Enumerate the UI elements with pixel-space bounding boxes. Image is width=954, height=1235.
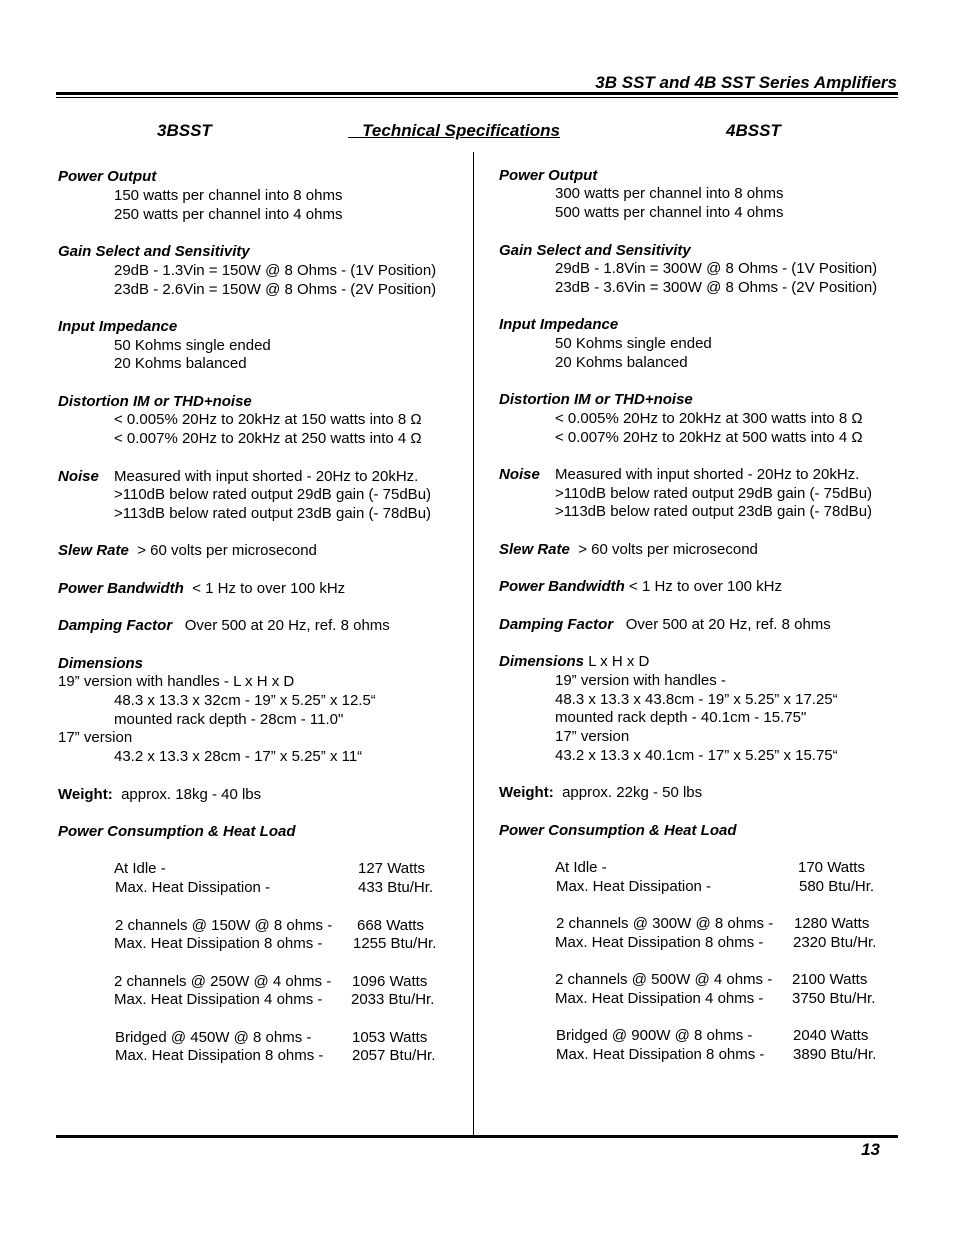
damping-row: Damping Factor Over 500 at 20 Hz, ref. 8 ohms [58, 617, 390, 634]
spec-line: >110dB below rated output 29dB gain (- 75dBu) [114, 486, 432, 503]
document-title: 3B SST and 4B SST Series Amplifiers [595, 73, 897, 92]
spec-line: 19” version with handles - [555, 672, 726, 689]
spec-line: 500 watts per channel into 4 ohms [555, 204, 784, 221]
power-row-label: Max. Heat Dissipation 8 ohms - [115, 1047, 324, 1064]
power-row-value: 1255 Btu/Hr. [353, 935, 437, 952]
power-row-value: 2320 Btu/Hr. [793, 934, 877, 951]
impedance-label: Input Impedance [58, 318, 178, 335]
right-model-heading: 4BSST [726, 121, 781, 140]
gain-label: Gain Select and Sensitivity [58, 243, 250, 260]
spec-line: 19” version with handles - L x H x D [58, 673, 295, 690]
weight-row: Weight: approx. 18kg - 40 lbs [58, 786, 262, 803]
spec-line: < 0.007% 20Hz to 20kHz at 500 watts into 4 Ω [555, 429, 863, 446]
page-number: 13 [861, 1140, 880, 1159]
power-consumption-label: Power Consumption & Heat Load [58, 823, 296, 840]
spec-line: mounted rack depth - 28cm - 11.0" [114, 711, 344, 728]
bandwidth-label: Power Bandwidth [499, 578, 625, 595]
column-divider [473, 152, 474, 1136]
spec-line: >113dB below rated output 23dB gain (- 78dBu) [114, 505, 432, 522]
power-row-label: Max. Heat Dissipation - [556, 878, 712, 895]
power-row-label: 2 channels @ 150W @ 8 ohms - [115, 917, 333, 934]
power-row-value: 433 Btu/Hr. [358, 879, 434, 896]
power-row-label: Max. Heat Dissipation 8 ohms - [556, 1046, 765, 1063]
power-row-label: Max. Heat Dissipation 4 ohms - [555, 990, 764, 1007]
weight-label: Weight: [499, 784, 554, 801]
power-row-label: At Idle - [114, 860, 166, 877]
bandwidth-label: Power Bandwidth [58, 580, 184, 597]
spec-line: 20 Kohms balanced [555, 354, 688, 371]
spec-line: >110dB below rated output 29dB gain (- 75dBu) [555, 485, 873, 502]
spec-line: < 0.007% 20Hz to 20kHz at 250 watts into 4 Ω [114, 430, 422, 447]
power-row-label: 2 channels @ 300W @ 8 ohms - [556, 915, 774, 932]
spec-line: 48.3 x 13.3 x 43.8cm - 19” x 5.25” x 17.25“ [555, 691, 838, 708]
spec-line: 17” version [58, 729, 133, 746]
spec-line: 23dB - 3.6Vin = 300W @ 8 Ohms - (2V Position) [555, 279, 878, 296]
power-row-value: 668 Watts [357, 917, 424, 934]
power-row-value: 1096 Watts [352, 973, 428, 990]
spec-line: 50 Kohms single ended [114, 337, 271, 354]
power-row-value: 580 Btu/Hr. [799, 878, 875, 895]
power-row-label: Max. Heat Dissipation 4 ohms - [114, 991, 323, 1008]
spec-line: 17” version [555, 728, 630, 745]
weight-row: Weight: approx. 22kg - 50 lbs [499, 784, 703, 801]
power-row-value: 1053 Watts [352, 1029, 428, 1046]
slew-row: Slew Rate > 60 volts per microsecond [58, 542, 317, 559]
power-row-label: Bridged @ 900W @ 8 ohms - [556, 1027, 753, 1044]
gain-label: Gain Select and Sensitivity [499, 242, 691, 259]
spec-line: >113dB below rated output 23dB gain (- 78dBu) [555, 503, 873, 520]
power-row-value: 2033 Btu/Hr. [351, 991, 435, 1008]
spec-line: 43.2 x 13.3 x 28cm - 17” x 5.25” x 11“ [114, 748, 363, 765]
distortion-label: Distortion IM or THD+noise [58, 393, 252, 410]
bandwidth-row: Power Bandwidth < 1 Hz to over 100 kHz [58, 580, 346, 597]
power-output-label: Power Output [58, 168, 157, 185]
spec-line: Measured with input shorted - 20Hz to 20kHz. [114, 468, 419, 485]
power-output-label: Power Output [499, 167, 598, 184]
power-row-label: 2 channels @ 500W @ 4 ohms - [555, 971, 773, 988]
power-row-value: 2040 Watts [793, 1027, 869, 1044]
power-row-label: Max. Heat Dissipation - [115, 879, 271, 896]
noise-label: Noise [499, 466, 540, 483]
spec-line: < 0.005% 20Hz to 20kHz at 300 watts into 8 Ω [555, 410, 863, 427]
left-model-heading: 3BSST [157, 121, 212, 140]
spec-line: 48.3 x 13.3 x 32cm - 19” x 5.25” x 12.5“ [114, 692, 376, 709]
dimensions-row: Dimensions L x H x D [499, 653, 650, 670]
dimensions-label: Dimensions [499, 653, 585, 670]
spec-line: 300 watts per channel into 8 ohms [555, 185, 784, 202]
distortion-label: Distortion IM or THD+noise [499, 391, 693, 408]
power-row-value: 170 Watts [798, 859, 865, 876]
spec-line: mounted rack depth - 40.1cm - 15.75" [555, 709, 807, 726]
spec-line: 43.2 x 13.3 x 40.1cm - 17” x 5.25” x 15.75“ [555, 747, 838, 764]
power-consumption-label: Power Consumption & Heat Load [499, 822, 737, 839]
damping-label: Damping Factor [499, 616, 614, 633]
power-row-label: 2 channels @ 250W @ 4 ohms - [114, 973, 332, 990]
spec-line: < 0.005% 20Hz to 20kHz at 150 watts into 8 Ω [114, 411, 422, 428]
spec-line: 29dB - 1.3Vin = 150W @ 8 Ohms - (1V Position) [114, 262, 437, 279]
spec-line: 20 Kohms balanced [114, 355, 247, 372]
spec-line: 23dB - 2.6Vin = 150W @ 8 Ohms - (2V Position) [114, 281, 437, 298]
weight-label: Weight: [58, 786, 113, 803]
dimensions-label: Dimensions [58, 655, 144, 672]
slew-label: Slew Rate [58, 542, 129, 559]
power-row-label: Max. Heat Dissipation 8 ohms - [114, 935, 323, 952]
power-row-value: 2100 Watts [792, 971, 868, 988]
slew-row: Slew Rate > 60 volts per microsecond [499, 541, 758, 558]
impedance-label: Input Impedance [499, 316, 619, 333]
bandwidth-row: Power Bandwidth < 1 Hz to over 100 kHz [499, 578, 783, 595]
header-rule-thick [56, 92, 898, 95]
power-row-value: 1280 Watts [794, 915, 870, 932]
spec-line: 250 watts per channel into 4 ohms [114, 206, 343, 223]
damping-label: Damping Factor [58, 617, 173, 634]
power-row-value: 127 Watts [358, 860, 425, 877]
power-row-label: Bridged @ 450W @ 8 ohms - [115, 1029, 312, 1046]
damping-row: Damping Factor Over 500 at 20 Hz, ref. 8 ohms [499, 616, 831, 633]
spec-line: 29dB - 1.8Vin = 300W @ 8 Ohms - (1V Position) [555, 260, 878, 277]
power-row-value: 3750 Btu/Hr. [792, 990, 876, 1007]
noise-label: Noise [58, 468, 99, 485]
header-rule-thin [56, 97, 898, 98]
footer-rule [56, 1135, 898, 1138]
spec-line: Measured with input shorted - 20Hz to 20kHz. [555, 466, 860, 483]
power-row-value: 2057 Btu/Hr. [352, 1047, 436, 1064]
power-row-label: At Idle - [555, 859, 607, 876]
slew-label: Slew Rate [499, 541, 570, 558]
spec-line: 50 Kohms single ended [555, 335, 712, 352]
power-row-label: Max. Heat Dissipation 8 ohms - [555, 934, 764, 951]
power-row-value: 3890 Btu/Hr. [793, 1046, 877, 1063]
section-title: Technical Specifications [362, 121, 560, 140]
spec-line: 150 watts per channel into 8 ohms [114, 187, 343, 204]
